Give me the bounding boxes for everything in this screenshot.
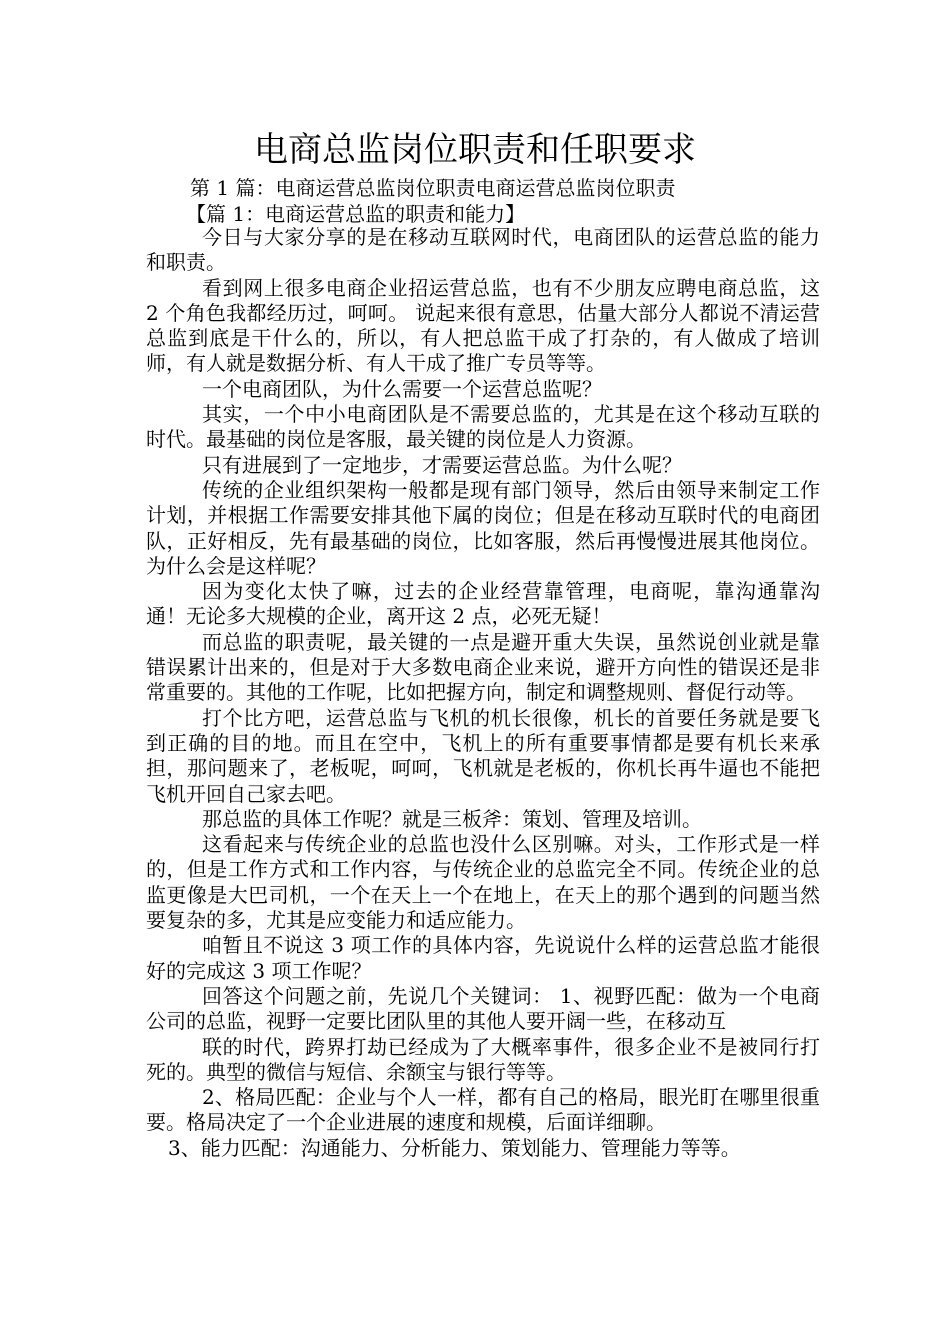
paragraph: 而总监的职责呢，最关键的一点是避开重大失误，虽然说创业就是靠错误累计出来的，但是对于大多数电商企业来说，避开方向性的错误还是非常重要的。其他的工作呢，比如把握方向，制定和调整规则、督促行动等。: [146, 629, 820, 705]
document-subtitle: 第 1 篇：电商运营总监岗位职责电商运营总监岗位职责: [190, 176, 676, 200]
paragraph: 联的时代，跨界打劫已经成为了大概率事件，很多企业不是被同行打死的。典型的微信与短信、余额宝与银行等等。: [146, 1034, 820, 1084]
paragraph: 其实，一个中小电商团队是不需要总监的，尤其是在这个移动互联的时代。最基础的岗位是客服，最关键的岗位是人力资源。: [146, 402, 820, 452]
document-title: 电商总监岗位职责和任职要求: [254, 130, 696, 170]
paragraph: 2、格局匹配：企业与个人一样，都有自己的格局，眼光盯在哪里很重要。格局决定了一个企业进展的速度和规模，后面详细聊。: [146, 1085, 820, 1135]
paragraph: 打个比方吧，运营总监与飞机的机长很像，机长的首要任务就是要飞到正确的目的地。而且在空中，飞机上的所有重要事情都是要有机长来承担，那问题来了，老板呢，呵呵，飞机就是老板的，你机长再牛逼也不能把飞机开回自己家去吧。: [146, 705, 820, 806]
paragraph: 因为变化太快了嘛，过去的企业经营靠管理，电商呢，靠沟通靠沟通！无论多大规模的企业，离开这 2 点，必死无疑！: [146, 579, 820, 629]
paragraph: 只有进展到了一定地步，才需要运营总监。为什么呢？: [202, 452, 682, 477]
paragraph: 回答这个问题之前，先说几个关键词： 1、视野匹配：做为一个电商公司的总监，视野一定要比团队里的其他人要开阔一些，在移动互: [146, 983, 820, 1034]
paragraph: 看到网上很多电商企业招运营总监，也有不少朋友应聘电商总监，这 2 个角色我都经历过，呵呵。 说起来很有意思，估量大部分人都说不清运营总监到底是干什么的，所以，有人把总监干成了打杂的，有人做成了培训师，有人就是数据分析、有人干成了推广专员等等。: [146, 275, 820, 376]
section-heading: 【篇 1：电商运营总监的职责和能力】: [186, 202, 526, 226]
paragraph: 咱暂且不说这 3 项工作的具体内容，先说说什么样的运营总监才能很好的完成这 3 项工作呢？: [146, 933, 820, 983]
paragraph: 那总监的具体工作呢？就是三板斧：策划、管理及培训。: [202, 806, 702, 831]
paragraph: 3、能力匹配：沟通能力、分析能力、策划能力、管理能力等等。: [168, 1135, 741, 1160]
paragraph: 传统的企业组织架构一般都是现有部门领导，然后由领导来制定工作计划，并根据工作需要安排其他下属的岗位；但是在移动互联时代的电商团队，正好相反，先有最基础的岗位，比如客服，然后再慢慢进展其他岗位。为什么会是这样呢？: [146, 477, 820, 578]
paragraph: 这看起来与传统企业的总监也没什么区别嘛。对头，工作形式是一样的，但是工作方式和工作内容，与传统企业的总监完全不同。传统企业的总监更像是大巴司机，一个在天上一个在地上，在天上的那个遇到的问题当然要复杂的多，尤其是应变能力和适应能力。: [146, 832, 820, 933]
paragraph: 今日与大家分享的是在移动互联网时代，电商团队的运营总监的能力和职责。: [146, 225, 820, 275]
paragraph: 一个电商团队，为什么需要一个运营总监呢？: [202, 376, 602, 401]
document-body: [146, 225, 820, 1161]
